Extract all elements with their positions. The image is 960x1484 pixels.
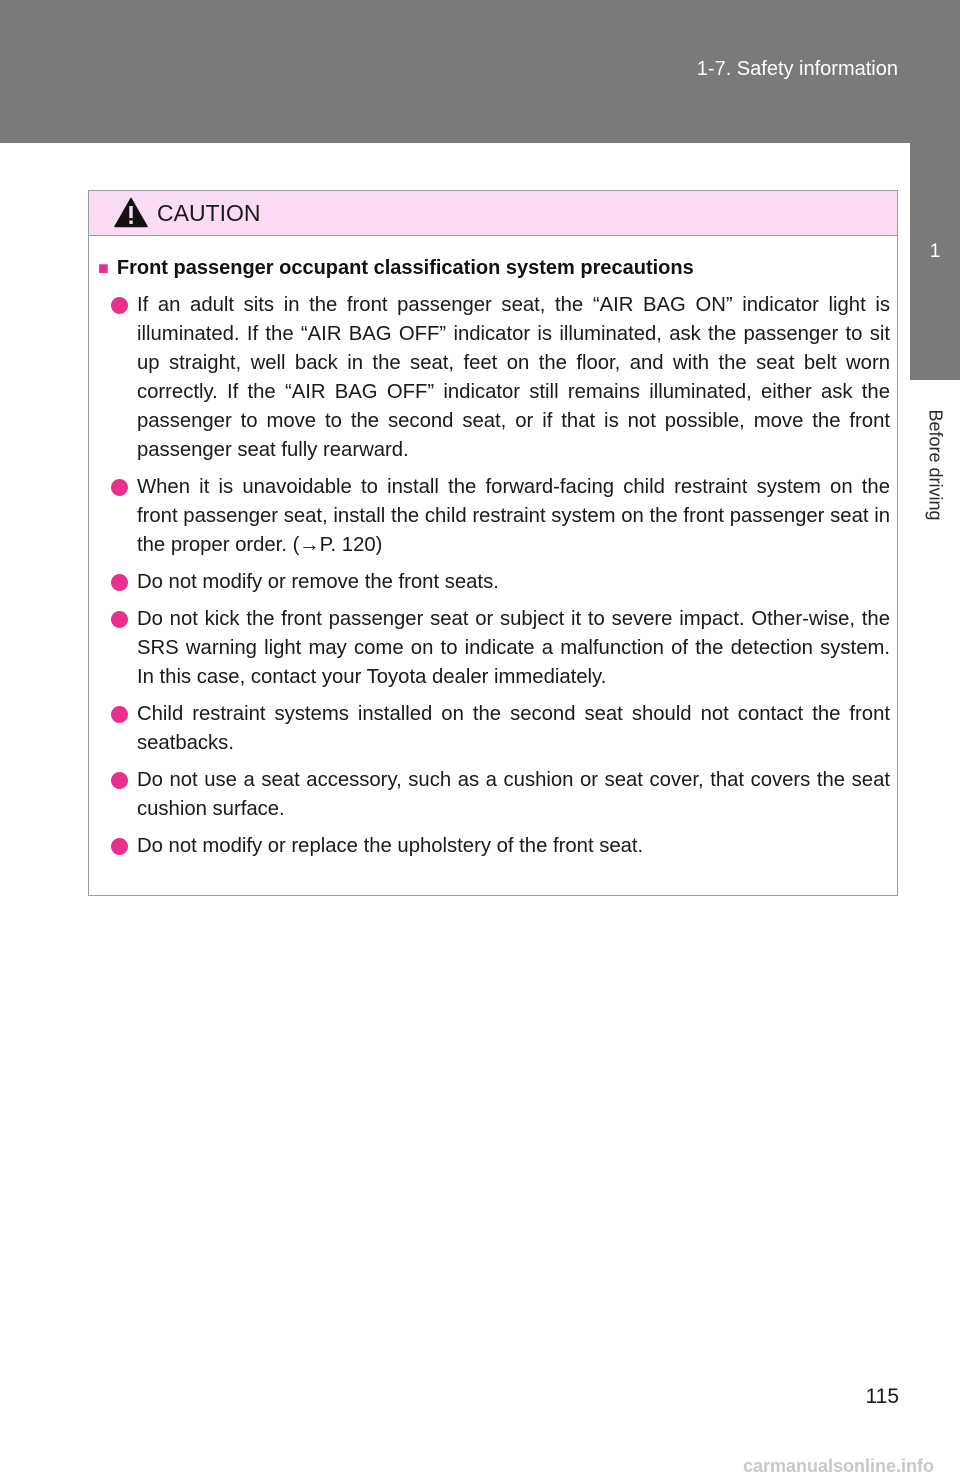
subheading-text: Front passenger occupant classification system precautions xyxy=(116,257,694,279)
list-item xyxy=(111,473,890,560)
page-number: 115 xyxy=(865,1385,899,1408)
chapter-label-area xyxy=(910,380,960,550)
list-item-text: Do not modify or replace the upholstery of the front seat. xyxy=(137,835,644,857)
warning-triangle-icon xyxy=(114,197,148,228)
caution-label: CAUTION xyxy=(157,200,261,226)
bullet-dot-icon xyxy=(111,297,128,314)
bullet-dot-icon xyxy=(111,838,128,855)
list-item-text: When it is unavoidable to install the forward-facing child restraint system on the front passenger seat, install the child restraint system on the front passenger seat in the proper order. (→P. 120) xyxy=(137,476,890,556)
watermark: carmanualsonline.info xyxy=(742,1456,934,1476)
square-bullet-icon: ■ xyxy=(98,258,109,278)
caution-list xyxy=(111,291,890,869)
caution-box xyxy=(88,190,898,896)
list-item xyxy=(111,766,890,824)
list-item xyxy=(111,832,890,861)
list-item-text: Child restraint systems installed on the second seat should not contact the front seatbacks. xyxy=(137,703,890,754)
bullet-dot-icon xyxy=(111,772,128,789)
list-item-text: Do not modify or remove the front seats. xyxy=(137,571,499,593)
section-title: 1-7. Safety information xyxy=(696,58,898,80)
bullet-dot-icon xyxy=(111,706,128,723)
list-item-text: Do not use a seat accessory, such as a cushion or seat cover, that covers the seat cushion surface. xyxy=(137,769,890,820)
list-item-text: If an adult sits in the front passenger seat, the “AIR BAG ON” indicator light is illuminated. If the “AIR BAG OFF” indicator is illuminated, ask the passenger to sit up straight, well back in the seat, feet on the floor, and with the seat belt worn correctly. If the “AIR BAG OFF” indicator still remains illuminated, either ask the passenger to move to the second seat, or if that is not possible, move the front passenger seat fully rearward. xyxy=(137,294,890,461)
list-item xyxy=(111,568,890,597)
caution-header xyxy=(89,191,897,236)
chapter-label: Before driving xyxy=(925,409,946,521)
bullet-dot-icon xyxy=(111,611,128,628)
bullet-dot-icon xyxy=(111,479,128,496)
header-bar xyxy=(0,0,960,143)
list-item xyxy=(111,291,890,465)
list-item xyxy=(111,700,890,758)
chapter-number: 1 xyxy=(929,241,941,262)
caution-subheading xyxy=(98,257,694,280)
list-item xyxy=(111,605,890,692)
bullet-dot-icon xyxy=(111,574,128,591)
chapter-tab xyxy=(910,143,960,380)
list-item-text: Do not kick the front passenger seat or subject it to severe impact. Other-wise, the SRS warning light may come on to indicate a malfunction of the detection system. In this case, contact your Toyota dealer immediately. xyxy=(137,608,890,688)
